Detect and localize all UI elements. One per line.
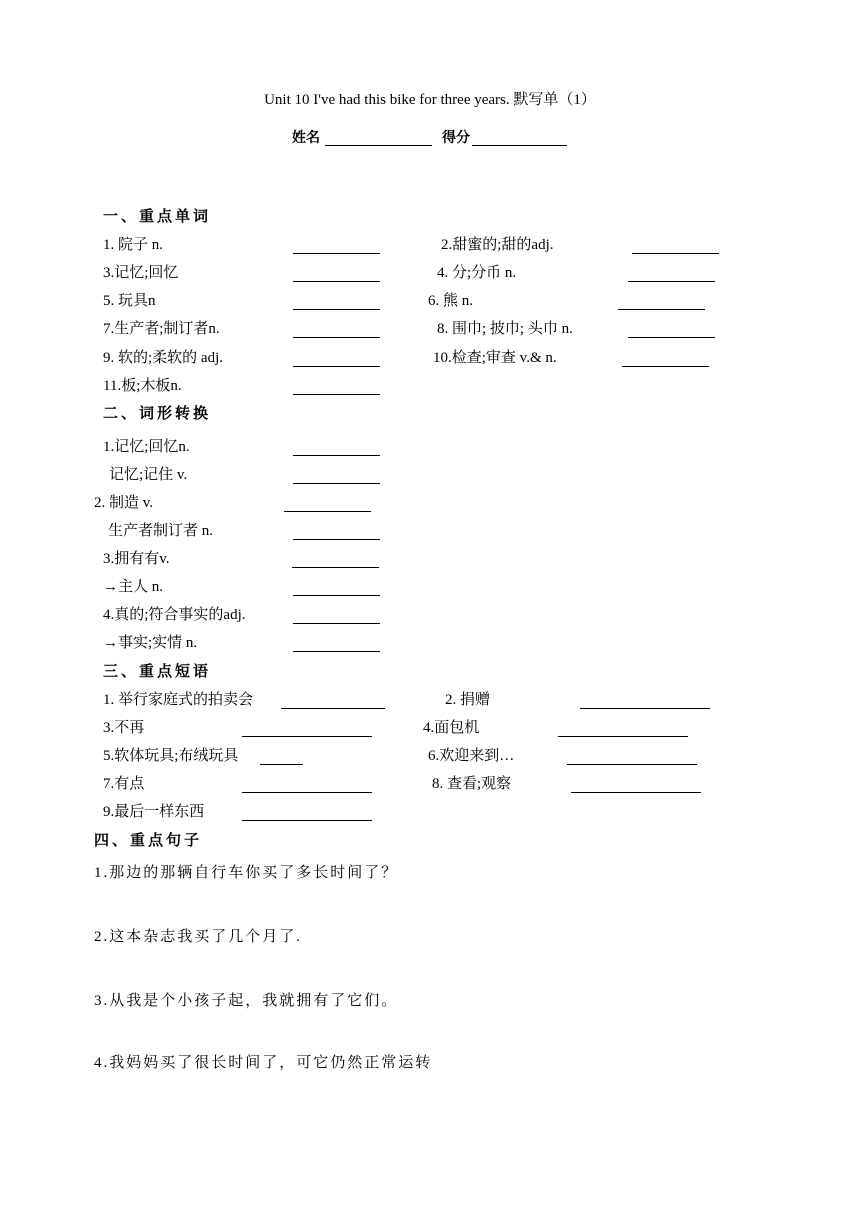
answer-blank (293, 437, 380, 456)
vocab-item: 5. 玩具n (103, 293, 156, 309)
vocab-item: 2.甜蜜的;甜的adj. (441, 237, 554, 253)
phrase-item: 9.最后一样东西 (103, 804, 205, 820)
vocab-item: 4. 分;分币 n. (437, 265, 517, 281)
answer-blank (293, 235, 380, 254)
answer-blank (571, 774, 701, 793)
section3-heading: 三、重点短语 (103, 663, 212, 680)
answer-blank (618, 291, 705, 310)
answer-blank (628, 319, 715, 338)
answer-blank (293, 605, 380, 624)
answer-blank (628, 263, 715, 282)
vocab-item: 9. 软的;柔软的 adj. (103, 350, 223, 366)
phrase-item: 5.软体玩具;布绒玩具 (103, 748, 239, 764)
answer-blank (242, 802, 372, 821)
vocab-item: 7.生产者;制订者n. (103, 321, 220, 337)
section4-heading: 四、重点句子 (94, 832, 203, 849)
answer-blank (293, 291, 380, 310)
vocab-item: 1. 院子 n. (103, 237, 164, 253)
word-form-item: →主人 n. (103, 579, 164, 595)
score-blank (472, 127, 567, 146)
answer-blank (293, 263, 380, 282)
answer-blank (293, 376, 380, 395)
answer-blank (284, 493, 371, 512)
name-label: 姓名 (292, 129, 320, 145)
phrase-item: 8. 查看;观察 (432, 776, 512, 792)
sentence-item: 1.那边的那辆自行车你买了多长时间了？ (94, 865, 399, 881)
answer-blank (558, 718, 688, 737)
sentence-item: 4.我妈妈买了很长时间了，可它仍然正常运转 (94, 1055, 433, 1071)
word-form-item: 1.记忆;回忆n. (103, 439, 190, 455)
word-form-item: 生产者制订者 n. (108, 523, 214, 539)
name-blank (325, 127, 432, 146)
vocab-item: 3.记忆;回忆 (103, 265, 179, 281)
phrase-item: 1. 举行家庭式的拍卖会 (103, 692, 254, 708)
answer-blank (580, 690, 710, 709)
word-form-item: →事实;实情 n. (103, 635, 198, 651)
word-form-item: 4.真的;符合事实的adj. (103, 607, 246, 623)
phrase-item: 4.面包机 (423, 720, 480, 736)
vocab-item: 6. 熊 n. (428, 293, 474, 309)
word-form-item: 2. 制造 v. (94, 495, 154, 511)
answer-blank (293, 465, 380, 484)
answer-blank (293, 319, 380, 338)
vocab-item: 11.板;木板n. (103, 378, 182, 394)
phrase-item: 2. 捐赠 (445, 692, 491, 708)
answer-blank (293, 348, 380, 367)
answer-blank (260, 746, 303, 765)
section1-heading: 一、重点单词 (103, 208, 212, 225)
score-label: 得分 (442, 129, 470, 145)
phrase-item: 3.不再 (103, 720, 145, 736)
phrase-item: 7.有点 (103, 776, 145, 792)
answer-blank (622, 348, 709, 367)
sentence-item: 3.从我是个小孩子起，我就拥有了它们。 (94, 993, 399, 1009)
section2-heading: 二、词形转换 (103, 405, 212, 422)
page-title: Unit 10 I've had this bike for three years. 默写单（1） (264, 92, 596, 108)
answer-blank (293, 577, 380, 596)
answer-blank (242, 718, 372, 737)
answer-blank (293, 521, 380, 540)
answer-blank (632, 235, 719, 254)
answer-blank (242, 774, 372, 793)
phrase-item: 6.欢迎来到… (428, 748, 515, 764)
word-form-item: 记忆;记住 v. (109, 467, 188, 483)
vocab-item: 8. 围巾; 披巾; 头巾 n. (437, 321, 573, 337)
sentence-item: 2.这本杂志我买了几个月了. (94, 929, 303, 945)
answer-blank (567, 746, 697, 765)
answer-blank (281, 690, 385, 709)
answer-blank (293, 633, 380, 652)
answer-blank (292, 549, 379, 568)
vocab-item: 10.检查;审查 v.& n. (433, 350, 557, 366)
word-form-item: 3.拥有有v. (103, 551, 170, 567)
